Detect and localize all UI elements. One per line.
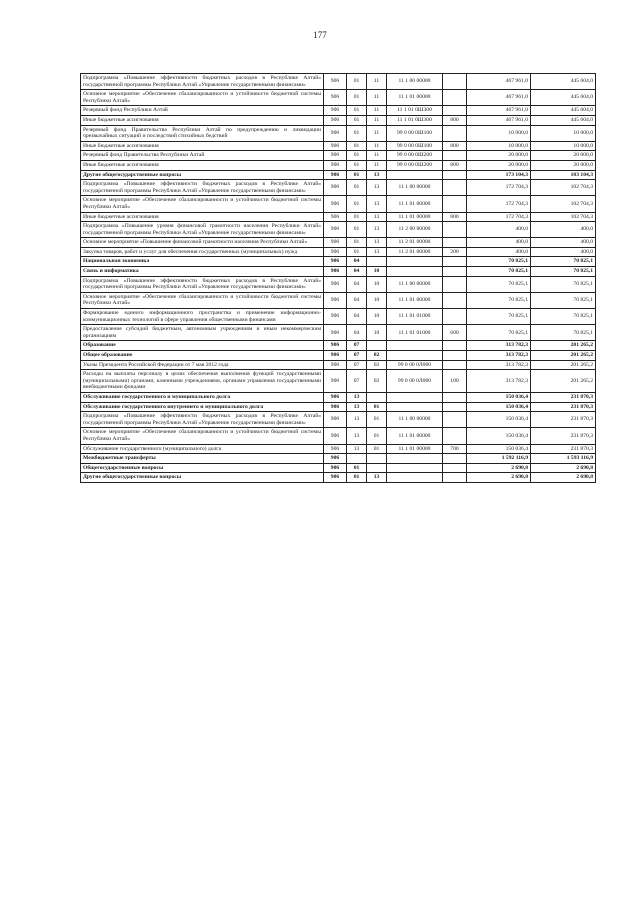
table-row [81,238,596,248]
subsection-code-cell [367,463,387,473]
ministry-code-cell: 906 [324,454,347,464]
target-article-cell: 11 1 01 00000 [387,196,443,212]
target-article-cell: 11 1 01 01000 [387,309,443,325]
amount-year2-cell: 20 000,0 [531,160,596,170]
amount-year1-cell: 173 104,3 [467,170,531,180]
target-article-cell [387,351,443,361]
ministry-code-cell: 906 [324,444,347,454]
expense-type-cell: 800 [443,160,467,170]
expense-type-cell [443,473,467,483]
ministry-code-cell: 906 [324,247,347,257]
section-code-cell: 13 [347,402,367,412]
ministry-code-cell: 906 [324,180,347,196]
expense-type-cell [443,151,467,161]
expense-type-cell [443,170,467,180]
expense-name-cell: Расходы на выплаты персоналу в целях обеспечения выполнения функций государственными (муниципальными) органами, казенными учреждениями, органами управления государственными внебюджетными фондами [81,370,324,393]
expense-name-cell: Иные бюджетные ассигнования [81,212,324,222]
table-row [81,325,596,341]
amount-year2-cell: 445 604,0 [531,106,596,116]
section-code-cell: 01 [347,106,367,116]
expense-type-cell [443,360,467,370]
amount-year1-cell: 70 825,1 [467,292,531,308]
expense-type-cell [443,454,467,464]
amount-year2-cell: 1 593 116,9 [531,454,596,464]
subsection-code-cell: 02 [367,370,387,393]
table-row [81,74,596,90]
expense-type-cell: 100 [443,370,467,393]
table-row [81,160,596,170]
subsection-code-cell: 11 [367,160,387,170]
section-code-cell: 01 [347,90,367,106]
ministry-code-cell: 906 [324,160,347,170]
target-article-cell: 11 1 01 00000 [387,292,443,308]
expense-type-cell [443,309,467,325]
expense-name-cell: Связь и информатика [81,267,324,277]
section-code-cell: 07 [347,341,367,351]
target-article-cell: 11 2 01 00000 [387,238,443,248]
table-row [81,444,596,454]
ministry-code-cell: 906 [324,341,347,351]
section-code-cell: 01 [347,180,367,196]
amount-year1-cell: 150 036,4 [467,412,531,428]
subsection-code-cell: 11 [367,151,387,161]
subsection-code-cell: 02 [367,351,387,361]
subsection-code-cell: 01 [367,412,387,428]
table-row [81,247,596,257]
ministry-code-cell: 906 [324,360,347,370]
section-code-cell: 13 [347,428,367,444]
amount-year2-cell: 102 704,3 [531,196,596,212]
subsection-code-cell: 11 [367,125,387,141]
expense-name-cell: Иные бюджетные ассигнования [81,141,324,151]
expense-name-cell: Другие общегосударственные вопросы [81,170,324,180]
expense-name-cell: Межбюджетные трансферты [81,454,324,464]
expense-type-cell: 700 [443,444,467,454]
amount-year2-cell: 445 604,0 [531,90,596,106]
expense-type-cell [443,428,467,444]
table-row [81,196,596,212]
amount-year2-cell: 231 870,3 [531,444,596,454]
subsection-code-cell: 10 [367,267,387,277]
expense-type-cell [443,351,467,361]
subsection-code-cell [367,341,387,351]
subsection-code-cell: 10 [367,292,387,308]
section-code-cell: 04 [347,267,367,277]
table-row [81,428,596,444]
expense-type-cell [443,125,467,141]
amount-year2-cell: 231 870,3 [531,412,596,428]
amount-year1-cell: 70 825,1 [467,267,531,277]
target-article-cell: 99 0 00 0Л000 [387,370,443,393]
amount-year1-cell: 10 000,0 [467,141,531,151]
expense-name-cell: Резервный фонд Республики Алтай [81,106,324,116]
target-article-cell [387,267,443,277]
table-row [81,151,596,161]
expense-type-cell: 800 [443,212,467,222]
subsection-code-cell: 13 [367,473,387,483]
section-code-cell: 04 [347,325,367,341]
expense-name-cell: Подпрограмма «Повышение эффективности бюджетных расходов в Республике Алтай» государственной программы Республики Алтай «Управление государственными финансами» [81,276,324,292]
target-article-cell [387,454,443,464]
expense-type-cell [443,90,467,106]
expense-type-cell [443,106,467,116]
target-article-cell: 11 1 01 00000 [387,428,443,444]
amount-year1-cell: 150 036,4 [467,428,531,444]
ministry-code-cell: 906 [324,309,347,325]
expense-name-cell: Предоставление субсидий бюджетным, автономным учреждениям и иным некоммерческим организациям [81,325,324,341]
expense-name-cell: Обслуживание государственного (муниципального) долга [81,444,324,454]
expense-name-cell: Закупка товаров, работ и услуг для обеспечения государственных (муниципальных) нужд [81,247,324,257]
ministry-code-cell: 906 [324,292,347,308]
section-code-cell [347,454,367,464]
subsection-code-cell: 11 [367,115,387,125]
section-code-cell: 01 [347,238,367,248]
amount-year2-cell: 102 704,3 [531,212,596,222]
subsection-code-cell: 13 [367,180,387,196]
ministry-code-cell: 906 [324,141,347,151]
table-row [81,106,596,116]
expense-name-cell: Национальная экономика [81,257,324,267]
ministry-code-cell: 906 [324,125,347,141]
subsection-code-cell: 13 [367,222,387,238]
target-article-cell: 11 1 01 01000 [387,325,443,341]
amount-year1-cell: 70 825,1 [467,309,531,325]
target-article-cell: 11 1 01 0Ш300 [387,115,443,125]
amount-year2-cell: 70 825,1 [531,309,596,325]
target-article-cell [387,341,443,351]
target-article-cell: 11 2 01 00000 [387,247,443,257]
amount-year1-cell: 467 961,0 [467,106,531,116]
section-code-cell: 01 [347,160,367,170]
table-row [81,309,596,325]
ministry-code-cell: 906 [324,90,347,106]
amount-year2-cell: 10 000,0 [531,125,596,141]
ministry-code-cell: 906 [324,402,347,412]
subsection-code-cell: 01 [367,428,387,444]
target-article-cell [387,402,443,412]
expense-type-cell: 600 [443,325,467,341]
ministry-code-cell: 906 [324,412,347,428]
table-row [81,212,596,222]
target-article-cell: 11 1 00 00000 [387,74,443,90]
expense-name-cell: Подпрограмма «Повышение уровня финансовой грамотности населения Республики Алтай» государственной программы Республики Алтай «Управление государственными финансами» [81,222,324,238]
subsection-code-cell: 13 [367,212,387,222]
amount-year2-cell: 400,0 [531,238,596,248]
subsection-code-cell: 11 [367,106,387,116]
amount-year1-cell: 20 000,0 [467,151,531,161]
table-row [81,267,596,277]
table-row [81,257,596,267]
ministry-code-cell: 906 [324,74,347,90]
table-row [81,351,596,361]
ministry-code-cell: 906 [324,115,347,125]
ministry-code-cell: 906 [324,238,347,248]
table-row [81,412,596,428]
amount-year1-cell: 70 825,1 [467,257,531,267]
expense-type-cell [443,257,467,267]
section-code-cell: 04 [347,276,367,292]
section-code-cell: 01 [347,463,367,473]
expense-name-cell: Подпрограмма «Повышение эффективности бюджетных расходов в Республике Алтай» государственной программы Республики Алтай «Управление государственными финансами» [81,74,324,90]
amount-year1-cell: 313 782,3 [467,360,531,370]
target-article-cell: 11 1 01 0Ш300 [387,106,443,116]
expense-name-cell: Формирование единого информационного пространства и применение информационно-коммуникационных технологий в сфере управления общественными финансами [81,309,324,325]
section-code-cell: 13 [347,444,367,454]
expense-type-cell: 800 [443,141,467,151]
amount-year2-cell: 70 825,1 [531,325,596,341]
section-code-cell: 13 [347,412,367,428]
amount-year2-cell: 70 825,1 [531,257,596,267]
section-code-cell: 01 [347,115,367,125]
expense-type-cell [443,238,467,248]
amount-year1-cell: 10 000,0 [467,125,531,141]
amount-year1-cell: 400,0 [467,238,531,248]
expense-type-cell: 800 [443,115,467,125]
amount-year2-cell: 400,0 [531,247,596,257]
amount-year2-cell: 231 870,3 [531,402,596,412]
table-row [81,473,596,483]
table-row [81,141,596,151]
ministry-code-cell: 906 [324,463,347,473]
target-article-cell: 11 1 01 00000 [387,444,443,454]
subsection-code-cell: 11 [367,90,387,106]
target-article-cell: 11 2 00 00000 [387,222,443,238]
amount-year2-cell: 70 825,1 [531,292,596,308]
table-row [81,90,596,106]
amount-year2-cell: 201 265,2 [531,360,596,370]
expense-name-cell: Основное мероприятие «Обеспечение сбалансированности и устойчивости бюджетной системы Республики Алтай» [81,90,324,106]
section-code-cell: 01 [347,222,367,238]
amount-year2-cell: 231 870,3 [531,392,596,402]
ministry-code-cell: 906 [324,325,347,341]
target-article-cell: 11 1 00 00000 [387,180,443,196]
amount-year1-cell: 1 592 116,9 [467,454,531,464]
amount-year1-cell: 467 961,0 [467,74,531,90]
expense-type-cell [443,267,467,277]
table-row [81,392,596,402]
amount-year2-cell: 231 870,3 [531,428,596,444]
expense-name-cell: Иные бюджетные ассигнования [81,115,324,125]
section-code-cell: 01 [347,170,367,180]
expense-name-cell: Подпрограмма «Повышение эффективности бюджетных расходов в Республике Алтай» государственной программы Республики Алтай «Управление государственными финансами» [81,412,324,428]
target-article-cell [387,473,443,483]
expense-name-cell: Указы Президента Российской Федерации от 7 мая 2012 года [81,360,324,370]
subsection-code-cell: 02 [367,360,387,370]
amount-year1-cell: 400,0 [467,222,531,238]
table-row [81,292,596,308]
amount-year2-cell: 103 104,3 [531,170,596,180]
section-code-cell: 07 [347,351,367,361]
subsection-code-cell: 01 [367,444,387,454]
expense-name-cell: Обслуживание государственного и муниципального долга [81,392,324,402]
target-article-cell: 99 0 00 0Ш100 [387,125,443,141]
amount-year1-cell: 70 825,1 [467,325,531,341]
page-number: 177 [313,30,327,40]
table-row [81,360,596,370]
amount-year2-cell: 445 604,0 [531,74,596,90]
target-article-cell: 99 0 00 0Л000 [387,360,443,370]
ministry-code-cell: 906 [324,170,347,180]
amount-year1-cell: 172 704,3 [467,180,531,196]
expense-name-cell: Резервный фонд Правительства Республики Алтай [81,151,324,161]
section-code-cell: 07 [347,360,367,370]
budget-table [80,73,596,483]
amount-year1-cell: 2 690,8 [467,473,531,483]
expense-type-cell [443,463,467,473]
amount-year1-cell: 400,0 [467,247,531,257]
section-code-cell: 04 [347,257,367,267]
table-row [81,222,596,238]
ministry-code-cell: 906 [324,276,347,292]
amount-year2-cell: 20 000,0 [531,151,596,161]
expense-type-cell [443,196,467,212]
table-row [81,125,596,141]
amount-year1-cell: 467 961,0 [467,115,531,125]
amount-year2-cell: 201 265,2 [531,370,596,393]
subsection-code-cell: 10 [367,276,387,292]
expense-name-cell: Основное мероприятие «Повышение финансовой грамотности населения Республики Алтай» [81,238,324,248]
target-article-cell: 11 1 01 00000 [387,90,443,106]
table-row [81,170,596,180]
expense-name-cell: Образование [81,341,324,351]
amount-year2-cell: 445 604,0 [531,115,596,125]
table-row [81,463,596,473]
expense-type-cell [443,341,467,351]
amount-year2-cell: 10 000,0 [531,141,596,151]
ministry-code-cell: 906 [324,257,347,267]
amount-year2-cell: 201 265,2 [531,351,596,361]
expense-type-cell [443,392,467,402]
subsection-code-cell: 11 [367,141,387,151]
subsection-code-cell: 13 [367,170,387,180]
subsection-code-cell: 13 [367,247,387,257]
expense-name-cell: Подпрограмма «Повышение эффективности бюджетных расходов в Республике Алтай» государственной программы Республики Алтай «Управление государственными финансами» [81,180,324,196]
expense-type-cell [443,412,467,428]
expense-type-cell [443,292,467,308]
subsection-code-cell [367,392,387,402]
amount-year2-cell: 70 825,1 [531,276,596,292]
ministry-code-cell: 906 [324,267,347,277]
amount-year1-cell: 150 036,4 [467,444,531,454]
amount-year1-cell: 313 782,3 [467,341,531,351]
section-code-cell: 01 [347,141,367,151]
expense-name-cell: Основное мероприятие «Обеспечение сбалансированности и устойчивости бюджетной системы Республики Алтай» [81,428,324,444]
expense-name-cell: Основное мероприятие «Обеспечение сбалансированности и устойчивости бюджетной системы Республики Алтай» [81,196,324,212]
amount-year1-cell: 313 782,3 [467,351,531,361]
section-code-cell: 07 [347,370,367,393]
expense-type-cell [443,276,467,292]
ministry-code-cell: 906 [324,106,347,116]
amount-year1-cell: 70 825,1 [467,276,531,292]
amount-year2-cell: 201 265,2 [531,341,596,351]
expense-name-cell: Обслуживание государственного внутреннего и муниципального долга [81,402,324,412]
table-row [81,180,596,196]
target-article-cell: 11 1 00 00000 [387,276,443,292]
expense-type-cell [443,180,467,196]
target-article-cell: 99 0 00 0Ш200 [387,160,443,170]
amount-year2-cell: 400,0 [531,222,596,238]
subsection-code-cell: 10 [367,325,387,341]
section-code-cell: 13 [347,392,367,402]
section-code-cell: 04 [347,309,367,325]
section-code-cell: 01 [347,196,367,212]
target-article-cell: 99 0 00 0Ш200 [387,151,443,161]
target-article-cell [387,392,443,402]
amount-year1-cell: 172 704,3 [467,196,531,212]
table-row [81,115,596,125]
amount-year1-cell: 467 961,0 [467,90,531,106]
ministry-code-cell: 906 [324,212,347,222]
target-article-cell: 99 0 00 0Ш100 [387,141,443,151]
section-code-cell: 01 [347,151,367,161]
table-row [81,370,596,393]
subsection-code-cell: 13 [367,196,387,212]
ministry-code-cell: 906 [324,473,347,483]
section-code-cell: 01 [347,212,367,222]
amount-year2-cell: 2 690,8 [531,473,596,483]
amount-year2-cell: 2 690,8 [531,463,596,473]
table-row [81,402,596,412]
ministry-code-cell: 906 [324,392,347,402]
amount-year2-cell: 102 704,3 [531,180,596,196]
subsection-code-cell: 13 [367,238,387,248]
target-article-cell [387,257,443,267]
section-code-cell: 01 [347,247,367,257]
expense-type-cell [443,74,467,90]
target-article-cell [387,170,443,180]
target-article-cell [387,463,443,473]
amount-year1-cell: 150 036,4 [467,402,531,412]
amount-year1-cell: 172 704,3 [467,212,531,222]
expense-name-cell: Иные бюджетные ассигнования [81,160,324,170]
expense-name-cell: Резервный фонд Правительства Республики Алтай по предупреждению и ликвидации чрезвычайных ситуаций и последствий стихийных бедствий [81,125,324,141]
subsection-code-cell: 01 [367,402,387,412]
section-code-cell: 01 [347,473,367,483]
expense-name-cell: Общее образование [81,351,324,361]
ministry-code-cell: 906 [324,196,347,212]
table-row [81,341,596,351]
section-code-cell: 01 [347,74,367,90]
ministry-code-cell: 906 [324,222,347,238]
ministry-code-cell: 906 [324,151,347,161]
expense-type-cell [443,222,467,238]
amount-year1-cell: 2 690,8 [467,463,531,473]
subsection-code-cell: 11 [367,74,387,90]
expense-type-cell [443,402,467,412]
amount-year1-cell: 150 036,4 [467,392,531,402]
subsection-code-cell [367,257,387,267]
amount-year2-cell: 70 825,1 [531,267,596,277]
amount-year1-cell: 20 000,0 [467,160,531,170]
target-article-cell: 11 1 00 00000 [387,412,443,428]
expense-name-cell: Общегосударственные вопросы [81,463,324,473]
table-row [81,276,596,292]
ministry-code-cell: 906 [324,351,347,361]
expense-name-cell: Другие общегосударственные вопросы [81,473,324,483]
expense-name-cell: Основное мероприятие «Обеспечение сбалансированности и устойчивости бюджетной системы Республики Алтай» [81,292,324,308]
table-row [81,454,596,464]
ministry-code-cell: 906 [324,370,347,393]
amount-year1-cell: 313 782,3 [467,370,531,393]
subsection-code-cell: 10 [367,309,387,325]
expense-type-cell: 200 [443,247,467,257]
section-code-cell: 01 [347,125,367,141]
section-code-cell: 04 [347,292,367,308]
subsection-code-cell [367,454,387,464]
target-article-cell: 11 1 01 00000 [387,212,443,222]
ministry-code-cell: 906 [324,428,347,444]
